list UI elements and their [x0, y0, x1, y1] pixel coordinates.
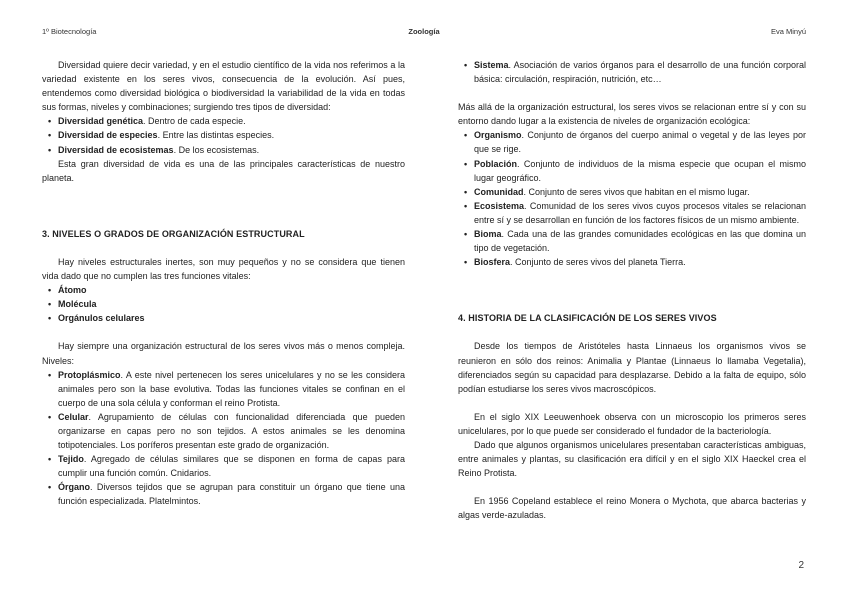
list-item: • Protoplásmico. A este nivel pertenecen los seres unicelulares y no se les considera animales pero son la base evolutiva. Todas las funciones vitales se confinan en el cuerpo de una sola célula y conforman el reino Protista.	[42, 368, 405, 410]
sistema-list	[458, 58, 806, 86]
list-item: • Átomo	[42, 283, 405, 297]
header-course: 1º Biotecnología	[42, 27, 97, 36]
page-number: 2	[798, 560, 804, 571]
header-author: Eva Minyú	[770, 27, 806, 36]
list-item: • Comunidad. Conjunto de seres vivos que habitan en el mismo lugar.	[458, 185, 806, 199]
inert-levels-list	[42, 283, 405, 325]
diversity-intro: Diversidad quiere decir variedad, y en el estudio científico de la vida nos referimos a la variedad existente en los seres vivos, consecuencia de la evolución. Así pues, entendemos como diversidad biológica o biodiversidad la variabilidad de la vida en todas sus formas, niveles y combinaciones; surgiendo tres tipos de diversidad:	[42, 60, 405, 113]
section-3-heading: 3. NIVELES O GRADOS DE ORGANIZACIÓN ESTRUCTURAL	[42, 228, 305, 239]
section-4-heading: 4. HISTORIA DE LA CLASIFICACIÓN DE LOS SERES VIVOS	[458, 313, 717, 324]
diversity-closing: Esta gran diversidad de vida es una de las principales características de nuestro planeta.	[42, 158, 405, 183]
living-levels-intro: Hay siempre una organización estructural de los seres vivos más o menos compleja. Niveles:	[42, 341, 405, 366]
ecological-intro: Más allá de la organización estructural, los seres vivos se relacionan entre sí y con su entorno dando lugar a la existencia de niveles de organización ecológica:	[458, 102, 806, 127]
list-item: • Organismo. Conjunto de órganos del cuerpo animal o vegetal y de las leyes por que se rige.	[458, 128, 806, 156]
list-item: • Diversidad genética. Dentro de cada especie.	[42, 114, 405, 128]
history-paragraph-1: Desde los tiempos de Aristóteles hasta Linnaeus los organismos vivos se reunieron en sólo dos reinos: Animalia y Plantae (Linnaeus lo llamaba Vegetalia), diferenciados según su capacidad para desplazarse. Debido a la falta de equipo, sólo podían estudiarse los seres vivos macroscópicos.	[458, 341, 806, 394]
list-item: • Tejido. Agregado de células similares que se disponen en forma de capas para cumplir una función común. Cnidarios.	[42, 452, 405, 480]
list-item: • Diversidad de especies. Entre las distintas especies.	[42, 128, 405, 142]
list-item: • Orgánulos celulares	[42, 311, 405, 325]
list-item: • Bioma. Cada una de las grandes comunidades ecológicas en las que domina un tipo de vegetación.	[458, 227, 806, 255]
list-item: • Molécula	[42, 297, 405, 311]
diversity-types-list	[42, 114, 405, 156]
list-item: • Celular. Agrupamiento de células con funcionalidad diferenciada que pueden organizarse en capas pero no son tejidos. A estos animales se les denomina totipotenciales. Los poríferos presentan este grado de organización.	[42, 410, 405, 452]
list-item: • Sistema. Asociación de varios órganos para el desarrollo de una función corporal básica: circulación, respiración, nutrición, etc…	[458, 58, 806, 86]
header-subject: Zoología	[408, 27, 440, 36]
list-item: • Órgano. Diversos tejidos que se agrupan para constituir un órgano que tiene una función especializada. Platelmintos.	[42, 480, 405, 508]
history-paragraph-4: En 1956 Copeland establece el reino Monera o Mychota, que abarca bacterias y algas verde-azuladas.	[458, 496, 806, 521]
list-item: • Biosfera. Conjunto de seres vivos del planeta Tierra.	[458, 255, 806, 269]
inert-levels-intro: Hay niveles estructurales inertes, son muy pequeños y no se considera que tienen vida dado que no cumplen las tres funciones vitales:	[42, 256, 405, 282]
living-levels-list	[42, 368, 405, 509]
list-item: • Población. Conjunto de individuos de la misma especie que ocupan el mismo lugar geográfico.	[458, 157, 806, 185]
left-column	[42, 58, 405, 509]
history-paragraph-3: Dado que algunos organismos unicelulares presentaban características ambiguas, entre animales y plantas, su clasificación era difícil y en el siglo XIX Haeckel crea el Reino Protista.	[458, 439, 806, 479]
list-item: • Diversidad de ecosistemas. De los ecosistemas.	[42, 143, 405, 157]
list-item: • Ecosistema. Comunidad de los seres vivos cuyos procesos vitales se relacionan entre sí y se desarrollan en función de los factores físicos de un mismo ambiente.	[458, 199, 806, 227]
right-column	[458, 58, 806, 522]
history-paragraph-2: En el siglo XIX Leeuwenhoek observa con un microscopio los primeros seres unicelulares, por lo que puede ser considerado el fundador de la bacteriología.	[458, 411, 806, 436]
ecological-levels-list	[458, 128, 806, 269]
